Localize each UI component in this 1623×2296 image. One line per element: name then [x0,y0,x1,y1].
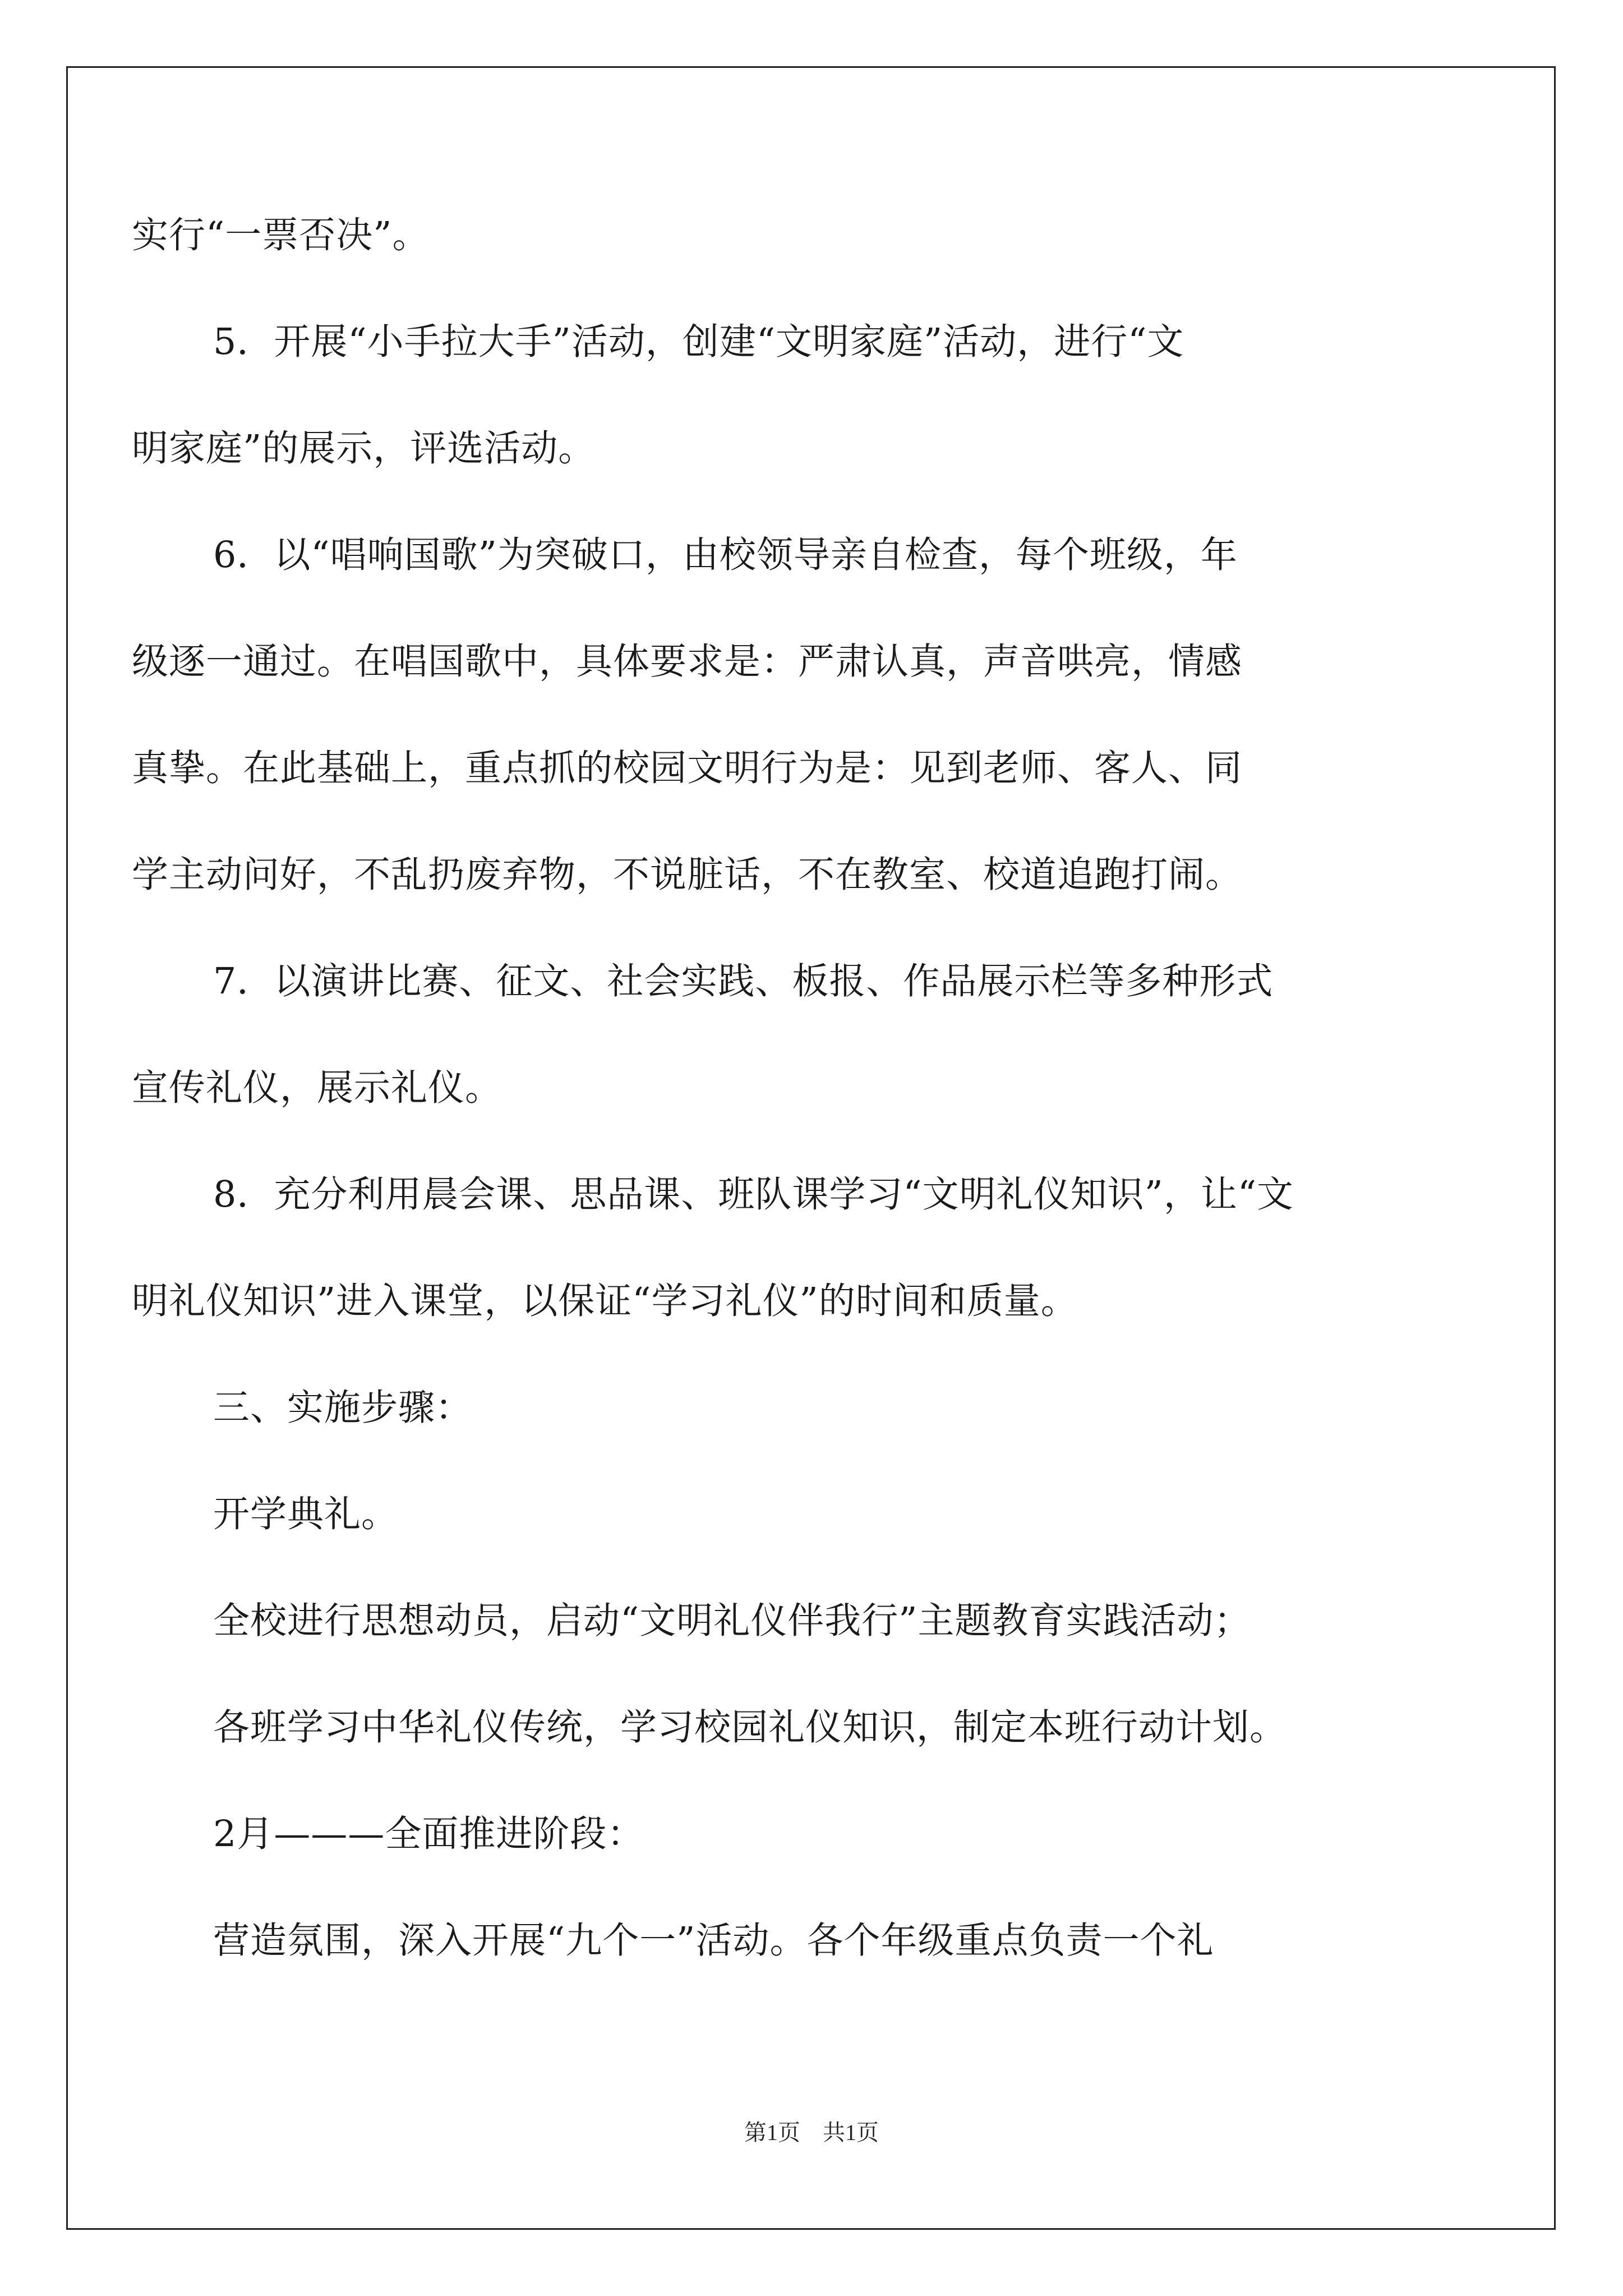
text-line: 营造氛围，深入开展“九个一”活动。各个年级重点负责一个礼 [213,1920,1214,1962]
text-line: 真挚。在此基础上，重点抓的校园文明行为是：见到老师、客人、同 [132,747,1243,789]
text-line: 宣传礼仪，展示礼仪。 [132,1067,502,1109]
text-line: 8．充分利用晨会课、思品课、班队课学习“文明礼仪知识”，让“文 [213,1174,1294,1216]
text-line: 级逐一通过。在唱国歌中，具体要求是：严肃认真，声音哄亮，情感 [132,641,1243,683]
text-line: 2月———全面推进阶段： [213,1813,644,1855]
text-line: 5．开展“小手拉大手”活动，创建“文明家庭”活动，进行“文 [213,321,1184,363]
page-total: 共1页 [823,2120,879,2145]
text-line: 明礼仪知识”进入课堂，以保证“学习礼仪”的时间和质量。 [132,1280,1078,1322]
text-line: 全校进行思想动员，启动“文明礼仪伴我行”主题教育实践活动； [213,1600,1251,1642]
text-line: 6．以“唱响国歌”为突破口，由校领导亲自检查，每个班级，年 [213,534,1238,576]
section-heading: 三、实施步骤： [213,1387,473,1429]
page-number: 第1页 [744,2120,800,2145]
text-line: 7．以演讲比赛、征文、社会实践、板报、作品展示栏等多种形式 [213,960,1274,1002]
document-body [132,182,1447,1994]
text-line: 明家庭”的展示，评选活动。 [132,427,596,470]
text-line: 各班学习中华礼仪传统，学习校园礼仪知识，制定本班行动计划。 [213,1706,1287,1749]
page-footer [0,2115,1623,2147]
text-line: 开学典礼。 [213,1493,399,1535]
text-line: 实行“一票否决”。 [132,214,430,256]
text-line: 学主动问好，不乱扔废弃物，不说脏话，不在教室、校道追跑打闹。 [132,854,1243,896]
